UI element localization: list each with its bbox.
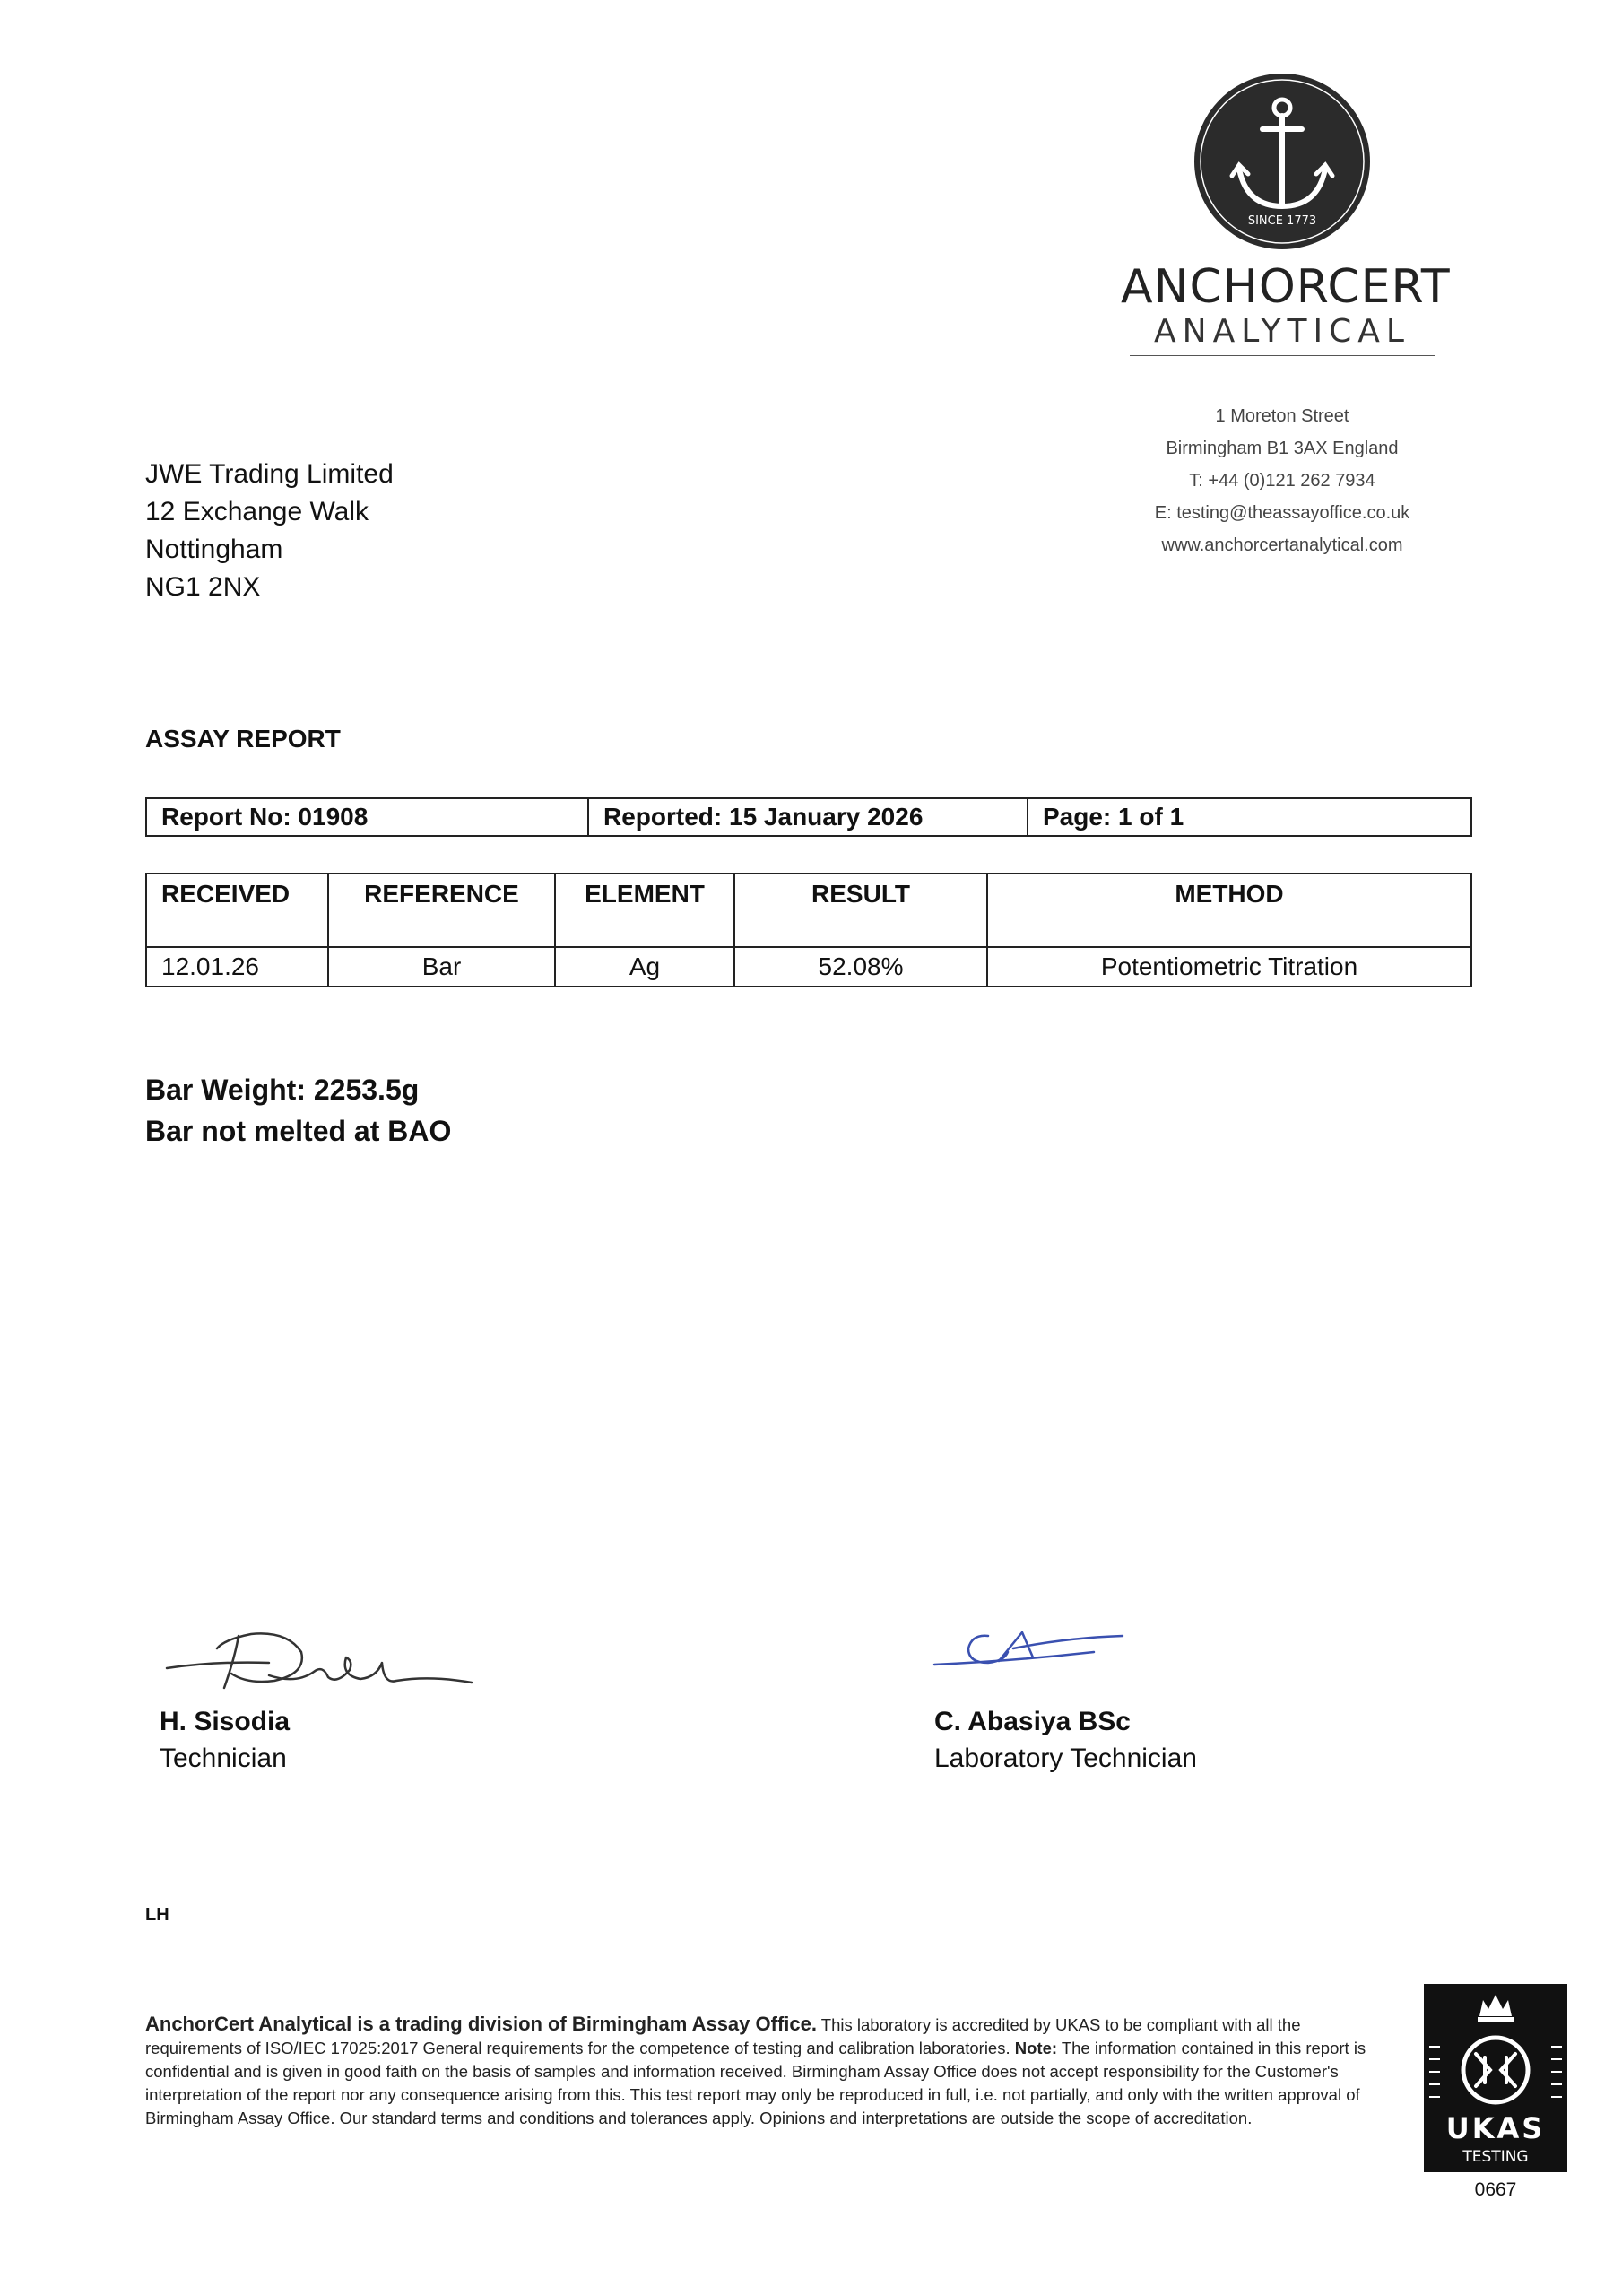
brand-divider — [1130, 355, 1435, 356]
client-street: 12 Exchange Walk — [145, 497, 369, 526]
bar-weight: Bar Weight: 2253.5g — [145, 1074, 420, 1106]
signatory-1-name: H. Sisodia — [160, 1707, 291, 1736]
col-received: RECEIVED — [146, 874, 328, 947]
signatory-1 — [160, 1704, 290, 1778]
signatory-2 — [934, 1704, 1197, 1778]
report-meta-table — [145, 797, 1472, 837]
client-postcode: NG1 2NX — [145, 572, 261, 602]
since-text: SINCE 1773 — [1247, 214, 1317, 228]
col-method: METHOD — [987, 874, 1471, 947]
table-row — [146, 947, 1471, 987]
client-name: JWE Trading Limited — [145, 459, 394, 489]
brand-subtitle: ANALYTICAL — [1154, 313, 1410, 350]
lab-street: 1 Moreton Street — [1215, 406, 1349, 426]
cell-method: Potentiometric Titration — [987, 947, 1471, 987]
bar-info — [145, 1069, 451, 1152]
signatory-2-name: C. Abasiya BSc — [934, 1707, 1131, 1736]
col-element: ELEMENT — [555, 874, 734, 947]
brand-name: ANCHORCERT — [1121, 260, 1451, 314]
client-address — [145, 456, 394, 606]
lab-city: Birmingham B1 3AX England — [1166, 439, 1399, 458]
report-heading: ASSAY REPORT — [145, 725, 341, 752]
ukas-sub: TESTING — [1462, 2148, 1529, 2166]
ukas-mark-icon — [1424, 1984, 1567, 2172]
ukas-label: UKAS — [1445, 2111, 1546, 2145]
bar-note: Bar not melted at BAO — [145, 1115, 452, 1147]
cell-element: Ag — [555, 947, 734, 987]
author-initials: LH — [145, 1905, 169, 1925]
company-logo — [1121, 72, 1451, 356]
col-result: RESULT — [734, 874, 987, 947]
lab-phone: T: +44 (0)121 262 7934 — [1189, 471, 1375, 491]
client-city: Nottingham — [145, 535, 283, 564]
page-number: Page: 1 of 1 — [1027, 799, 1470, 835]
cell-received: 12.01.26 — [146, 947, 328, 987]
lab-address — [1112, 400, 1453, 561]
report-date: Reported: 15 January 2026 — [587, 799, 1027, 835]
col-reference: REFERENCE — [328, 874, 555, 947]
footer-lead: AnchorCert Analytical is a trading division of Birmingham Assay Office. — [145, 2013, 817, 2035]
report-number: Report No: 01908 — [161, 803, 369, 831]
signature-image — [932, 1625, 1130, 1679]
results-table — [145, 873, 1472, 987]
footer-text-1: This laboratory is accredited by UKAS to be compliant with all the requirements of ISO/IEC 17025:2017 General requirements for the competence of testing and calibration laboratories. — [145, 2015, 1301, 2057]
cell-reference: Bar — [328, 947, 555, 987]
lab-website: www.anchorcertanalytical.com — [1161, 535, 1403, 555]
cell-result: 52.08% — [734, 947, 987, 987]
signature-image — [161, 1622, 475, 1702]
footer-disclaimer — [145, 2013, 1392, 2130]
signatory-2-role: Laboratory Technician — [934, 1744, 1197, 1773]
lab-email: E: testing@theassayoffice.co.uk — [1154, 503, 1410, 523]
ukas-number: 0667 — [1474, 2179, 1517, 2200]
footer-note-label: Note: — [1014, 2039, 1058, 2057]
footer-text-2: The information contained in this report is confidential and is given in good faith on the basis of samples and information received. Birmingham Assay Office does not accept responsibility for the Customer's interpretation of the report nor any consequence arising from this. This test report may only be reproduced in full, i.e. not partially, and only with the written approval of Birmingham Assay Office. Our standard terms and conditions and tolerances apply. Opinions and interpretations are outside the scope of accreditation. — [145, 2039, 1366, 2127]
signatory-1-role: Technician — [160, 1744, 287, 1773]
results-header-row — [146, 874, 1471, 947]
anchor-logo-icon — [1193, 72, 1372, 251]
